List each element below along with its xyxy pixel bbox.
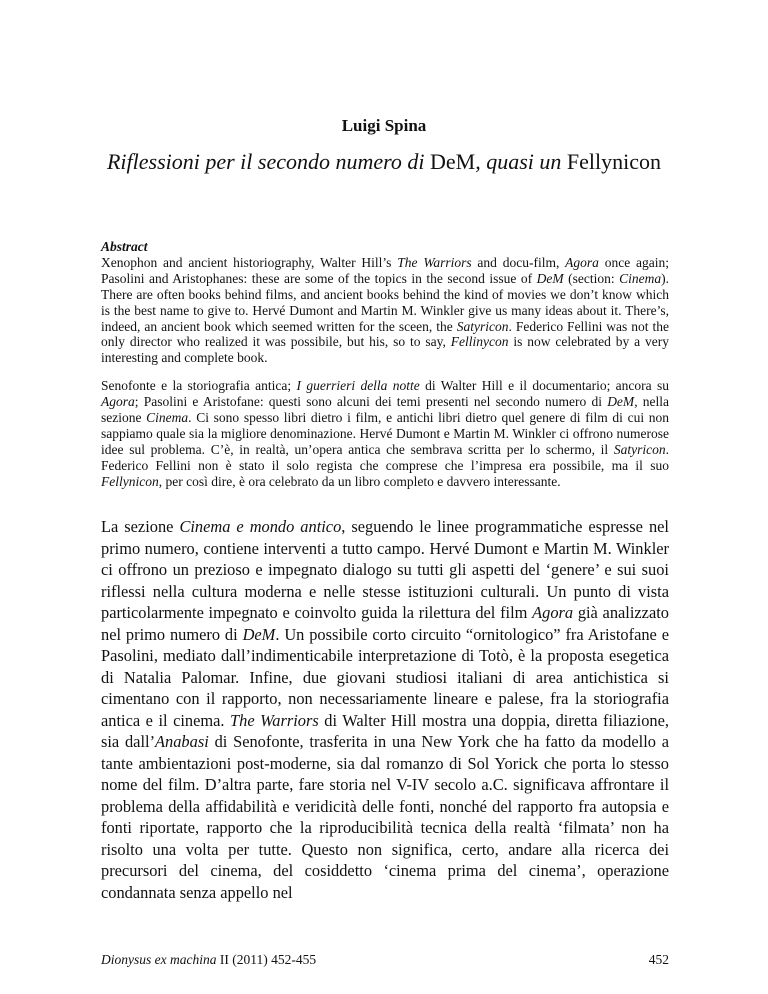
footer-citation: Dionysus ex machina II (2011) 452-455 bbox=[101, 952, 317, 967]
page-footer bbox=[101, 952, 669, 968]
abstract-english: Xenophon and ancient historiography, Walter Hill’s The Warriors and docu-film, Agora once again; Pasolini and Aristophanes: these are some of the topics in the second issue of DeM (section: Cinema). There are often books behind films, and ancient books behind the kind of movies we don’t know which is the best name to give to. Hervé Dumont and Martin M. Winkler give us many ideas about it. There’s, indeed, an ancient book which seemed written for the sceen, the Satyricon. Federico Fellini was not the only director who realized it was possibile, but his, so to say, Fellinycon is now celebrated by a very interesting and complete book. bbox=[101, 254, 670, 366]
abstract bbox=[101, 239, 669, 490]
abstract-heading: Abstract bbox=[101, 239, 148, 254]
article-title: Riflessioni per il secondo numero di DeM, quasi un Fellynicon bbox=[106, 149, 662, 174]
author-name: Luigi Spina bbox=[341, 116, 427, 135]
body-text bbox=[101, 516, 669, 903]
page-number: 452 bbox=[648, 952, 669, 967]
abstract-italian: Senofonte e la storiografia antica; I guerrieri della notte di Walter Hill e il documentario; ancora su Agora; Pasolini e Aristofane: questi sono alcuni dei temi presenti nel secondo numero di DeM, nella sezione Cinema. Ci sono spesso libri dietro i film, e antichi libri dietro quel genere di film di cui non sappiamo quale sia la migliore denominazione. Hervé Dumont e Martin M. Winkler ci offrono numerose idee sul problema. C’è, in realtà, un’opera antica che sembrava scritta per lo schermo, il Satyricon. Federico Fellini non è stato il solo regista che comprese che l’impresa era possibile, ma il suo Fellynicon, per così dire, è ora celebrato da un libro completo e davvero interessante. bbox=[101, 378, 670, 489]
body-paragraph: La sezione Cinema e mondo antico, seguendo le linee programmatiche espresse nel primo numero, contiene interventi a tutto campo. Hervé Dumont e Martin M. Winkler ci offrono un prezioso e impegnato dialogo su tutti gli aspetti del ‘genere’ e sui suoi riflessi nella cultura moderna e nelle stesse istituzioni culturali. Un punto di vista particolarmente impegnato e coinvolto guida la rilettura del film Agora già analizzato nel primo numero di DeM. Un possibile corto circuito “ornitologico” fra Aristofane e Pasolini, mediato dall’indimenticabile interpretazione di Totò, è la proposta esegetica di Natalia Palomar. Infine, due giovani studiosi italiani di area antichistica si cimentano con il rapporto, non necessariamente lineare e palese, fra la storiografia antica e il cinema. The Warriors di Walter Hill mostra una doppia, diretta filiazione, sia dall’Anabasi di Senofonte, trasferita in una New York che ha fatto da modello a tante ambientazioni post-moderne, sia dal romanzo di Sol Yorick che porta lo stesso nome del film. D’altra parte, fare storia nel V-IV secolo a.C. significava affrontare il problema della affidabilità e veridicità delle fonti, nonché del rapporto fra autopsia e fonti riportate, rapporto che la riproducibilità tecnica della realtà ‘filmata’ non ha risolto una volta per tutte. Questo non significa, certo, andare alla ricerca dei precursori del cinema, del cosiddetto ‘cinema prima del cinema’, operazione condannata senza appello nel bbox=[101, 517, 670, 902]
